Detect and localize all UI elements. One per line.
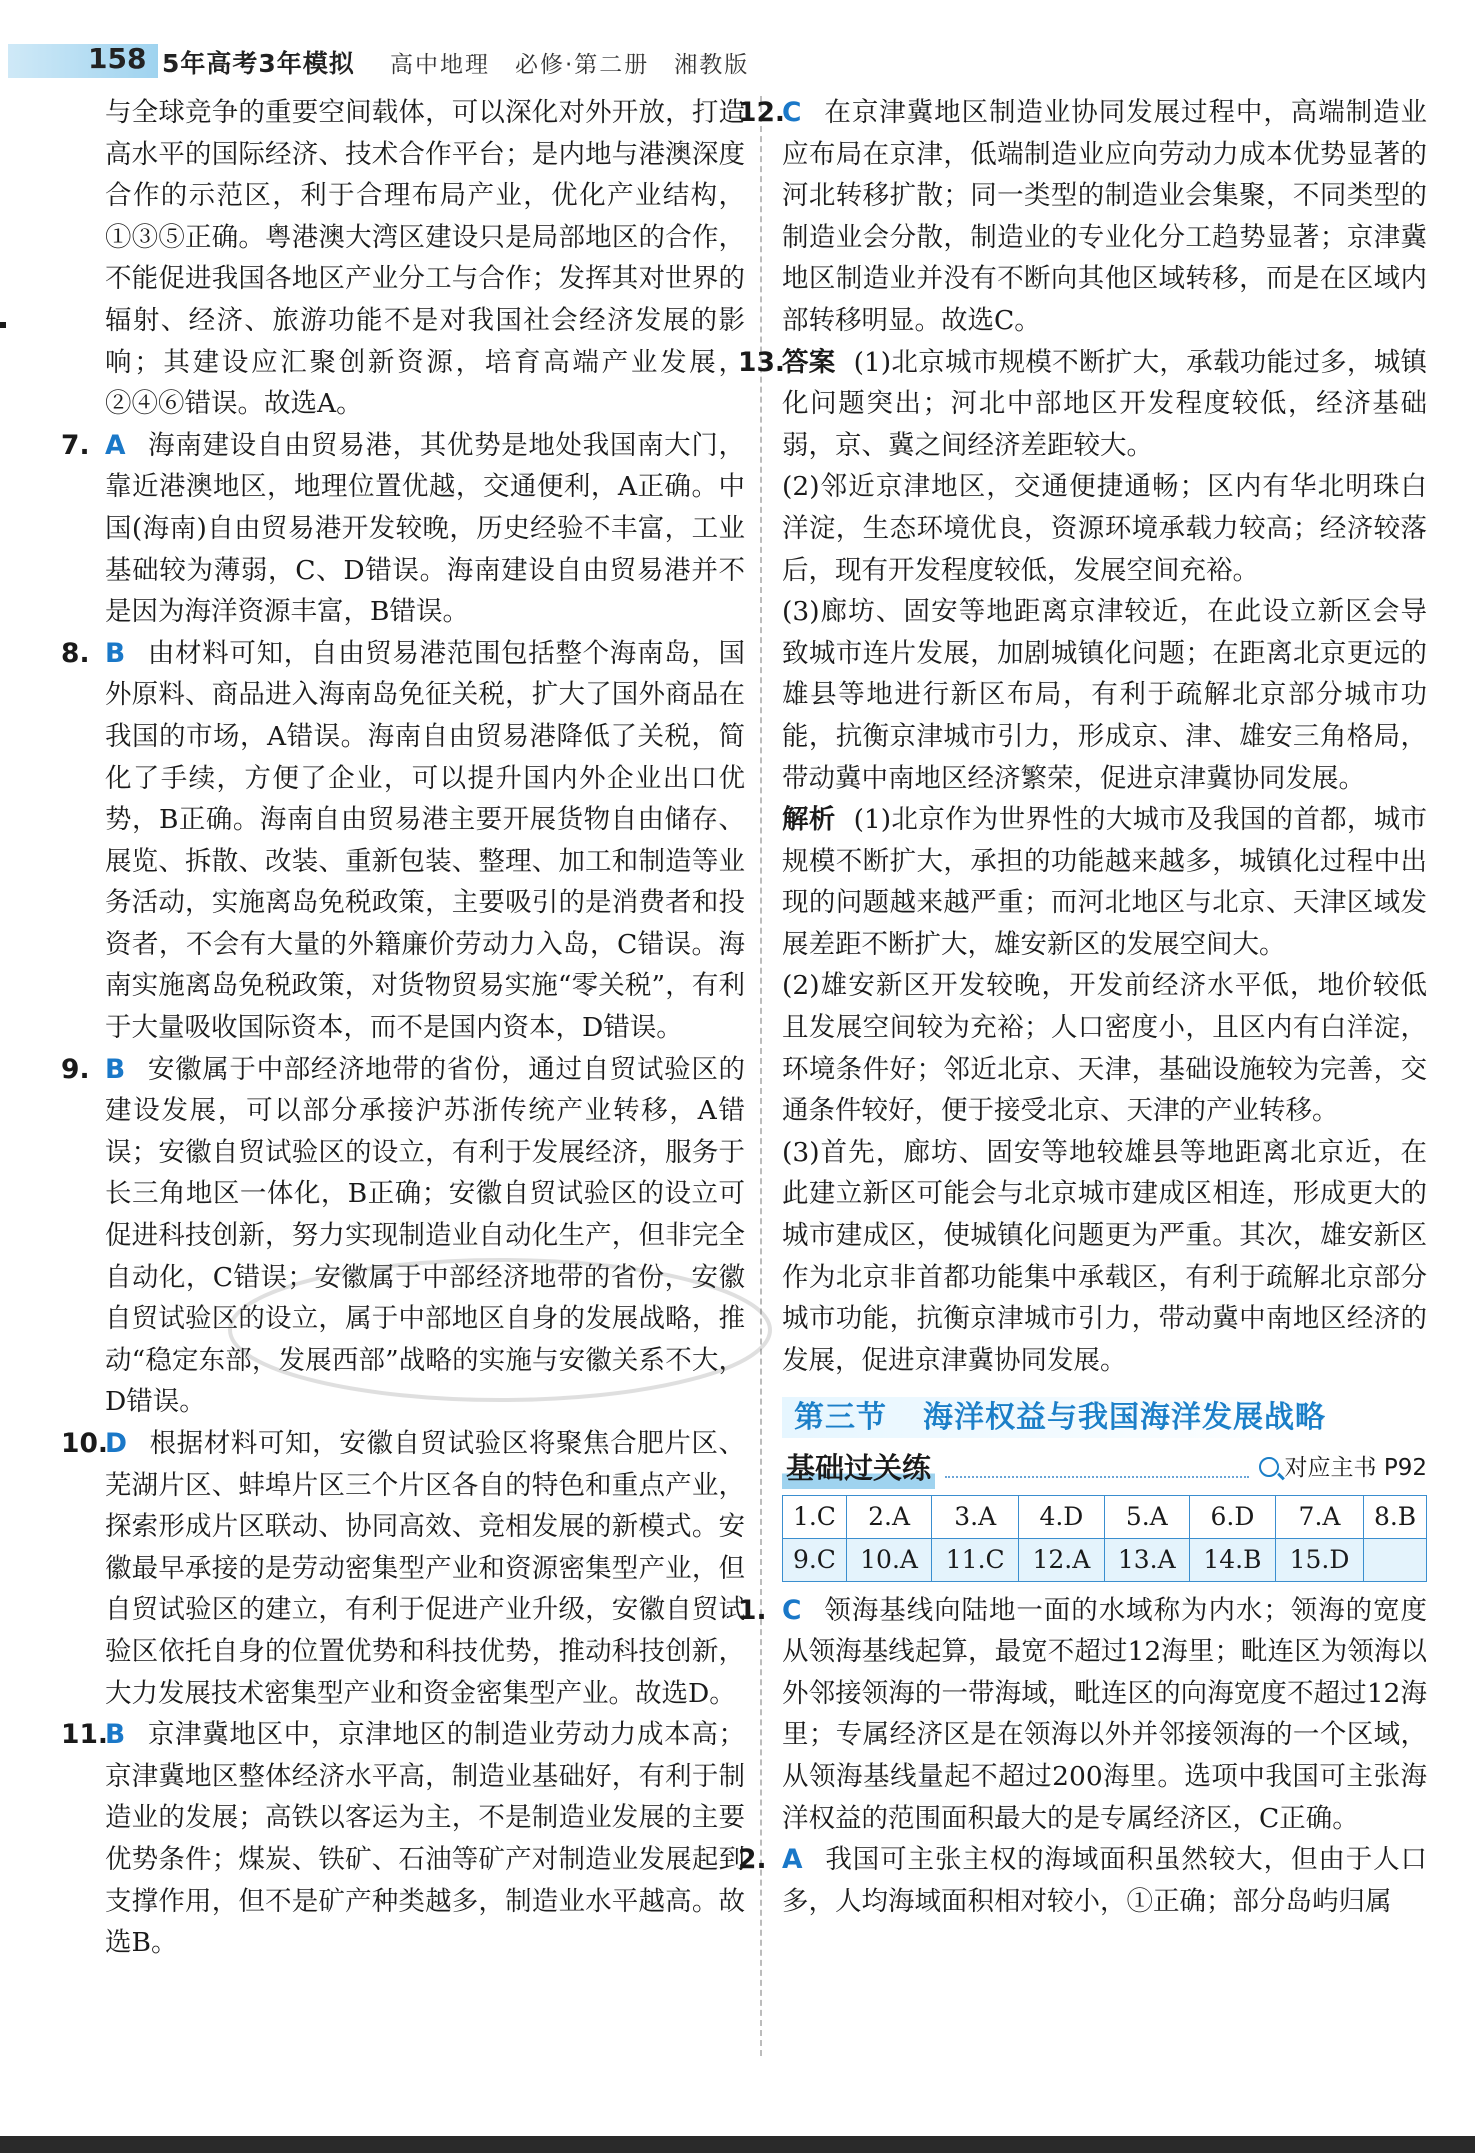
item-answer: A — [782, 1844, 803, 1876]
answer-item-10 — [61, 1423, 745, 1714]
continuation-text: 与全球竞争的重要空间载体，可以深化对外开放，打造高水平的国际经济、技术合作平台；是内地与港澳深度合作的示范区，利于合理布局产业，优化产业结构，①③⑤正确。粤港澳大湾区建设只是局部地区的合作，不能促进我国各地区产业分工与合作；发挥其对世界的辐射、经济、旅游功能不是对我国社会经济发展的影响；其建设应汇聚创新资源，培育高端产业发展，②④⑥错误。故选A。 — [105, 97, 745, 420]
item-text: 在京津冀地区制造业协同发展过程中，高端制造业应布局在京津，低端制造业应向劳动力成本优势显著的河北转移扩散；同一类型的制造业会集聚，不同类型的制造业会分散，制造业的专业化分工趋势显著；京津冀地区制造业并没有不断向其他区域转移，而是在区域内部转移明显。故选C。 — [782, 97, 1427, 336]
item-number: 10. — [61, 1428, 108, 1459]
bottom-bar — [0, 2136, 1475, 2153]
table-row — [783, 1539, 1427, 1582]
analysis-part-1 — [782, 799, 1427, 965]
item-answer: B — [105, 1053, 126, 1085]
item-answer: D — [105, 1428, 127, 1459]
item-answer: B — [105, 1719, 126, 1751]
reference-text: 对应主书 P92 — [1284, 1454, 1427, 1481]
analysis-label: 解析 — [782, 804, 836, 836]
right-column — [738, 92, 1427, 1922]
table-cell: 8.B — [1364, 1496, 1427, 1539]
analysis-text-1: (1)北京作为世界性的大城市及我国的首都，城市规模不断扩大，承担的功能越来越多，城镇化过程中出现的问题越来越严重；而河北地区与北京、天津区域发展差距不断扩大，雄安新区的发展空间大。 — [782, 804, 1427, 960]
table-cell: 14.B — [1189, 1539, 1275, 1582]
practice-header — [782, 1447, 1427, 1489]
section-title-bar — [782, 1397, 1338, 1439]
answer-part-2: (2)邻近京津地区，交通便捷通畅；区内有华北明珠白洋淀，生态环境优良，资源环境承载力较高；经济较落后，现有开发程度较低，发展空间充裕。 — [782, 471, 1427, 586]
table-cell: 10.A — [846, 1539, 931, 1582]
table-cell: 7.A — [1275, 1496, 1363, 1539]
table-cell: 2.A — [846, 1496, 931, 1539]
answer-item-11 — [61, 1714, 745, 1964]
item-answer: C — [782, 97, 802, 128]
table-cell: 11.C — [932, 1539, 1019, 1582]
book-title: 5年高考3年模拟 — [162, 49, 355, 78]
answer-item-s2 — [738, 1839, 1427, 1922]
answer-item-7 — [61, 425, 745, 633]
answer-item-12 — [738, 92, 1427, 342]
item-text: 根据材料可知，安徽自贸试验区将聚焦合肥片区、芜湖片区、蚌埠片区三个片区各自的特色和重点产业，探索形成片区联动、协同高效、竞相发展的新模式。安徽最早承接的是劳动密集型产业和资源密集型产业，但自贸试验区的建立，有利于促进产业升级，安徽自贸试验区依托自身的位置优势和科技优势，推动科技创新，大力发展技术密集型产业和资金密集型产业。故选D。 — [105, 1428, 745, 1709]
page-header — [0, 40, 800, 82]
answer-part-3: (3)廊坊、固安等地距离京津较近，在此设立新区会导致城市连片发展，加剧城镇化问题；在距离北京更远的雄县等地进行新区布局，有利于疏解北京部分城市功能，抗衡京津城市引力，形成京、津、雄安三角格局，带动冀中南地区经济繁荣，促进京津冀协同发展。 — [782, 596, 1427, 794]
item-number: 11. — [61, 1719, 108, 1751]
table-cell: 12.A — [1019, 1539, 1104, 1582]
answer-item-s1 — [738, 1590, 1427, 1840]
item-text: 海南建设自由贸易港，其优势是地处我国南大门，靠近港澳地区，地理位置优越，交通便利，A正确。中国(海南)自由贸易港开发较晚，历史经验不丰富，工业基础较为薄弱，C、D错误。海南建设自由贸易港并不是因为海洋资源丰富，B错误。 — [105, 429, 745, 628]
table-cell: 3.A — [932, 1496, 1019, 1539]
dotted-rule — [945, 1458, 1249, 1478]
table-cell — [1364, 1539, 1427, 1582]
item-answer: A — [105, 429, 126, 461]
page-number: 158 — [88, 42, 147, 75]
item-text: 由材料可知，自由贸易港范围包括整个海南岛，国外原料、商品进入海南岛免征关税，扩大了国外商品在我国的市场，A错误。海南自由贸易港降低了关税，简化了手续，方便了企业，可以提升国内外企业出口优势，B正确。海南自由贸易港主要开展货物自由储存、展览、拆散、改装、重新包装、整理、加工和制造等业务活动，实施离岛免税政策，主要吸引的是消费者和投资者，不会有大量的外籍廉价劳动力入岛，C错误。海南实施离岛免税政策，对货物贸易实施“零关税”，有利于大量吸收国际资本，而不是国内资本，D错误。 — [105, 637, 745, 1044]
practice-title: 基础过关练 — [782, 1448, 935, 1490]
table-cell: 4.D — [1019, 1496, 1104, 1539]
table-cell: 13.A — [1104, 1539, 1189, 1582]
section-heading — [782, 1395, 1427, 1439]
table-cell: 6.D — [1189, 1496, 1275, 1539]
item-answer: B — [105, 637, 126, 669]
table-cell: 9.C — [783, 1539, 847, 1582]
answer-item-9 — [61, 1049, 745, 1423]
search-icon — [1259, 1457, 1279, 1477]
table-cell: 1.C — [783, 1496, 847, 1539]
item-number: 2. — [738, 1844, 767, 1876]
margin-mark — [0, 322, 6, 328]
section-title: 海洋权益与我国海洋发展战略 — [923, 1399, 1326, 1435]
book-subtitle: 高中地理 必修·第二册 湘教版 — [390, 52, 750, 78]
table-row — [783, 1496, 1427, 1539]
item-number: 12. — [738, 97, 785, 128]
item-text: 安徽属于中部经济地带的省份，通过自贸试验区的建设发展，可以部分承接沪苏浙传统产业转移，A错误；安徽自贸试验区的设立，有利于发展经济，服务于长三角地区一体化，B正确；安徽自贸试验区的设立可促进科技创新，努力实现制造业自动化生产，但非完全自动化，C错误；安徽属于中部经济地带的省份，安徽自贸试验区的设立，属于中部地区自身的发展战略，推动“稳定东部，发展西部”战略的实施与安徽关系不大，D错误。 — [105, 1053, 745, 1418]
item-number: 9. — [61, 1053, 90, 1085]
answer-item-8 — [61, 633, 745, 1049]
answer-part-1: (1)北京城市规模不断扩大，承载功能过多，城镇化问题突出；河北中部地区开发程度较低，经济基础弱，京、冀之间经济差距较大。 — [782, 346, 1427, 461]
item-number: 8. — [61, 637, 90, 669]
answer-item-13 — [738, 342, 1427, 467]
item-number: 7. — [61, 429, 90, 461]
answer-label: 答案 — [782, 346, 836, 378]
answer-table — [782, 1495, 1427, 1581]
column-divider — [760, 96, 762, 2056]
item-text: 领海基线向陆地一面的水域称为内水；领海的宽度从领海基线起算，最宽不超过12海里；毗连区为领海以外邻接领海的一带海域，毗连区的向海宽度不超过12海里；专属经济区是在领海以外并邻接领海的一个区域，从领海基线量起不超过200海里。选项中我国可主张海洋权益的范围面积最大的是专属经济区，C正确。 — [782, 1594, 1427, 1834]
item-text: 京津冀地区中，京津地区的制造业劳动力成本高；京津冀地区整体经济水平高，制造业基础好，有利于制造业的发展；高铁以客运为主，不是制造业发展的主要优势条件；煤炭、铁矿、石油等矿产对制造业发展起到支撑作用，但不是矿产种类越多，制造业水平越高。故选B。 — [105, 1719, 745, 1959]
item-number: 1. — [738, 1594, 767, 1626]
left-column — [61, 92, 745, 1964]
practice-reference — [1259, 1448, 1427, 1490]
item-number: 13. — [738, 346, 785, 378]
table-cell: 5.A — [1104, 1496, 1189, 1539]
table-cell: 15.D — [1275, 1539, 1363, 1582]
section-number: 第三节 — [794, 1399, 887, 1435]
item-text: 我国可主张主权的海域面积虽然较大，但由于人口多，人均海域面积相对较小，①正确；部分岛屿归属 — [782, 1844, 1427, 1917]
analysis-part-2: (2)雄安新区开发较晚，开发前经济水平低，地价较低且发展空间较为充裕；人口密度小，且区内有白洋淀，环境条件好；邻近北京、天津，基础设施较为完善，交通条件较好，便于接受北京、天津的产业转移。 — [782, 970, 1427, 1127]
analysis-part-3: (3)首先，廊坊、固安等地较雄县等地距离北京近，在此建立新区可能会与北京城市建成区相连，形成更大的城市建成区，使城镇化问题更为严重。其次，雄安新区作为北京非首都功能集中承载区，有利于疏解北京部分城市功能，抗衡京津城市引力，带动冀中南地区经济的发展，促进京津冀协同发展。 — [782, 1136, 1427, 1376]
item-answer: C — [782, 1594, 802, 1626]
